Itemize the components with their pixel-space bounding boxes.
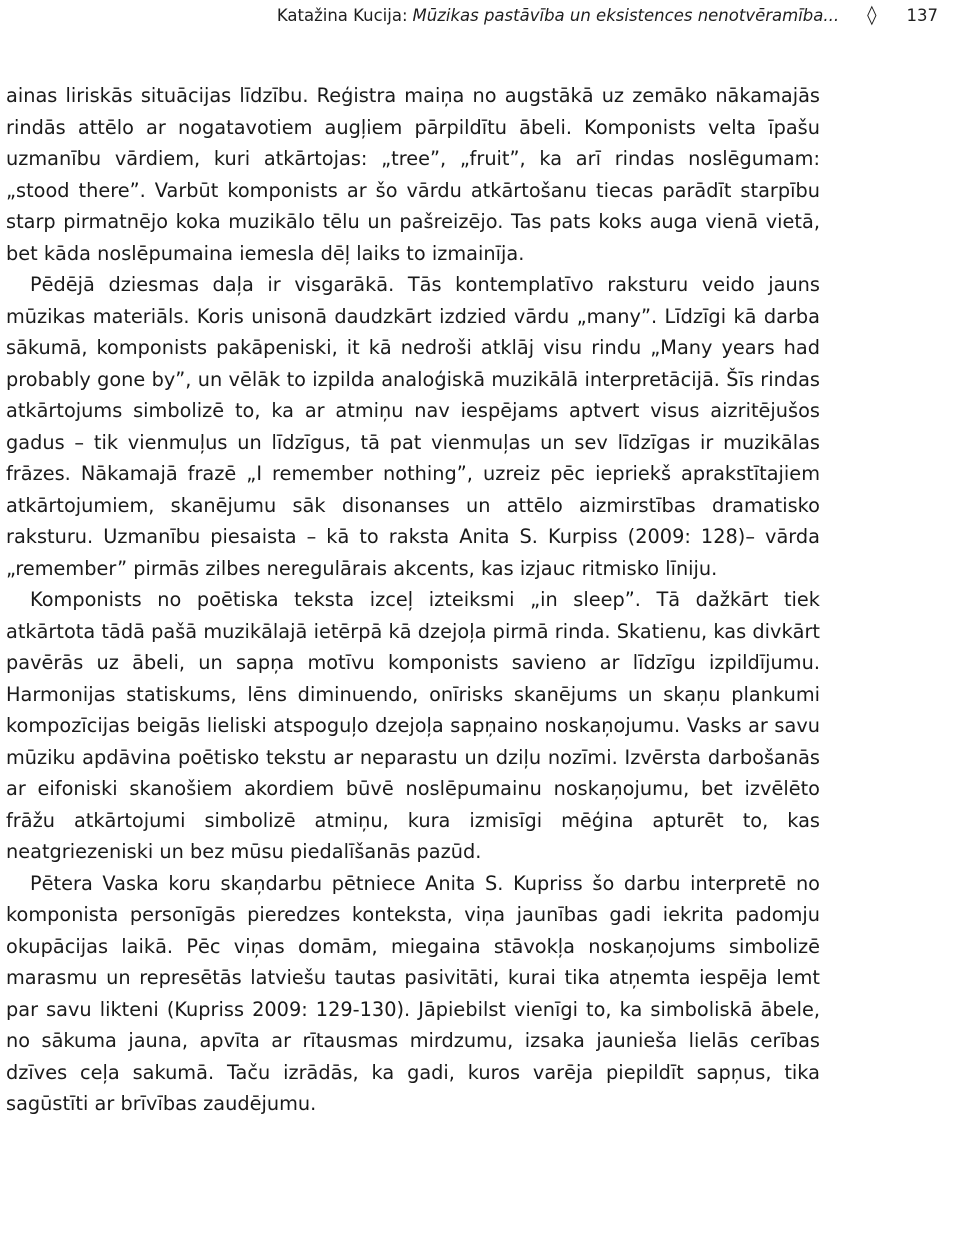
paragraph-3: Komponists no poētiska teksta izceļ izteiksmi „in sleep”. Tā dažkārt tiek atkārtota tādā pašā muzikālajā ietērpā kā dzejoļa pirmā rinda. Skatienu, kas divkārt pavērās uz ābeli, un sapņa motīvu komponists savieno ar līdzīgu izpildījumu. Harmonijas statiskums, lēns diminuendo, onīrisks skanējums un skaņu plankumi kompozīcijas beigās lieliski atspoguļo dzejoļa sapņaino noskaņojumu. Vasks ar savu mūziku apdāvina poētisko tekstu ar neparastu un dziļu nozīmi. Izvērsta darbošanās ar eifoniski skanošiem akordiem būvē noslēpumainu noskaņojumu, bet izvēlēto frāžu atkārtojumi simbolizē atmiņu, kura izmisīgi mēģina apturēt to, kas neatgriezeniski un bez mūsu piedalīšanās pazūd. [6, 588, 820, 863]
paragraph-4: Pētera Vaska koru skaņdarbu pētniece Anita S. Kupriss šo darbu interpretē no komponista personīgās pieredzes konteksta, viņa jaunības gadi iekrita padomju okupācijas laikā. Pēc viņas domām, miegaina stāvokļa noskaņojums simbolizē marasmu un represētās latviešu tautas pasivitāti, kurai tika atņemta iespēja lemt par savu likteni (Kupriss 2009: 129-130). Jāpiebilst vienīgi to, ka simboliskā ābele, no sākuma jauna, apvīta ar rītausmas mirdzumu, izsaka jaunieša lielās cerības dzīves ceļa sakumā. Taču izrādās, ka gadi, kuros varēja piepildīt sapņus, tika sagūstīti ar brīvības zaudējumu. [6, 871, 820, 1115]
lozenge-icon: ◊ [867, 3, 877, 26]
paragraph-1: ainas liriskās situācijas līdzību. Reģistra maiņa no augstākā uz zemāko nākamajās rindās attēlo ar nogatavotiem augļiem pārpildītu ābeli. Komponists velta īpašu uzmanību vārdiem, kuri atkārtojas: „tree”, „fruit”, ka arī rindas noslēgumam: „stood there”. Varbūt komponists ar šo vārdu atkārtošanu tiecas parādīt starpību starp pirmatnējo koka muzikālo tēlu un pašreizējo. Tas pats koks auga vienā vietā, bet kāda noslēpumaina iemesla dēļ laiks to izmainīja. [6, 84, 820, 265]
header-title: Mūzikas pastāvība un eksistences nenotvēramība... [412, 5, 840, 25]
body-text [6, 80, 820, 1120]
page-number: 137 [906, 5, 938, 25]
running-header [277, 3, 938, 27]
header-author: Katažina Kucija: [276, 5, 408, 25]
paragraph-2: Pēdējā dziesmas daļa ir visgarākā. Tās kontemplatīvo raksturu veido jauns mūzikas materiāls. Koris unisonā daudzkārt izdzied vārdu „many”. Līdzīgi kā darba sākumā, komponists pakāpeniski, it kā nedroši atklāj visu rindu „Many years had probably gone by”, un vēlāk to izpilda analoģiskā muzikālā interpretācijā. Šīs rindas atkārtojums simbolizē to, ka ar atmiņu nav iespējams aptvert visus aizritējušos gadus – tik vienmuļus un līdzīgus, tā pat vienmuļas un sev līdzīgas ir muzikālas frāzes. Nākamajā frazē „I remember nothing”, uzreiz pēc iepriekš aprakstītajiem atkārtojumiem, skanējumu sāk disonanses un attēlo aizmirstības dramatisko raksturu. Uzmanību piesaista – kā to raksta Anita S. Kurpiss (2009: 128)– vārda „remember” pirmās zilbes neregulārais akcents, kas izjauc ritmisko līniju. [6, 273, 820, 580]
